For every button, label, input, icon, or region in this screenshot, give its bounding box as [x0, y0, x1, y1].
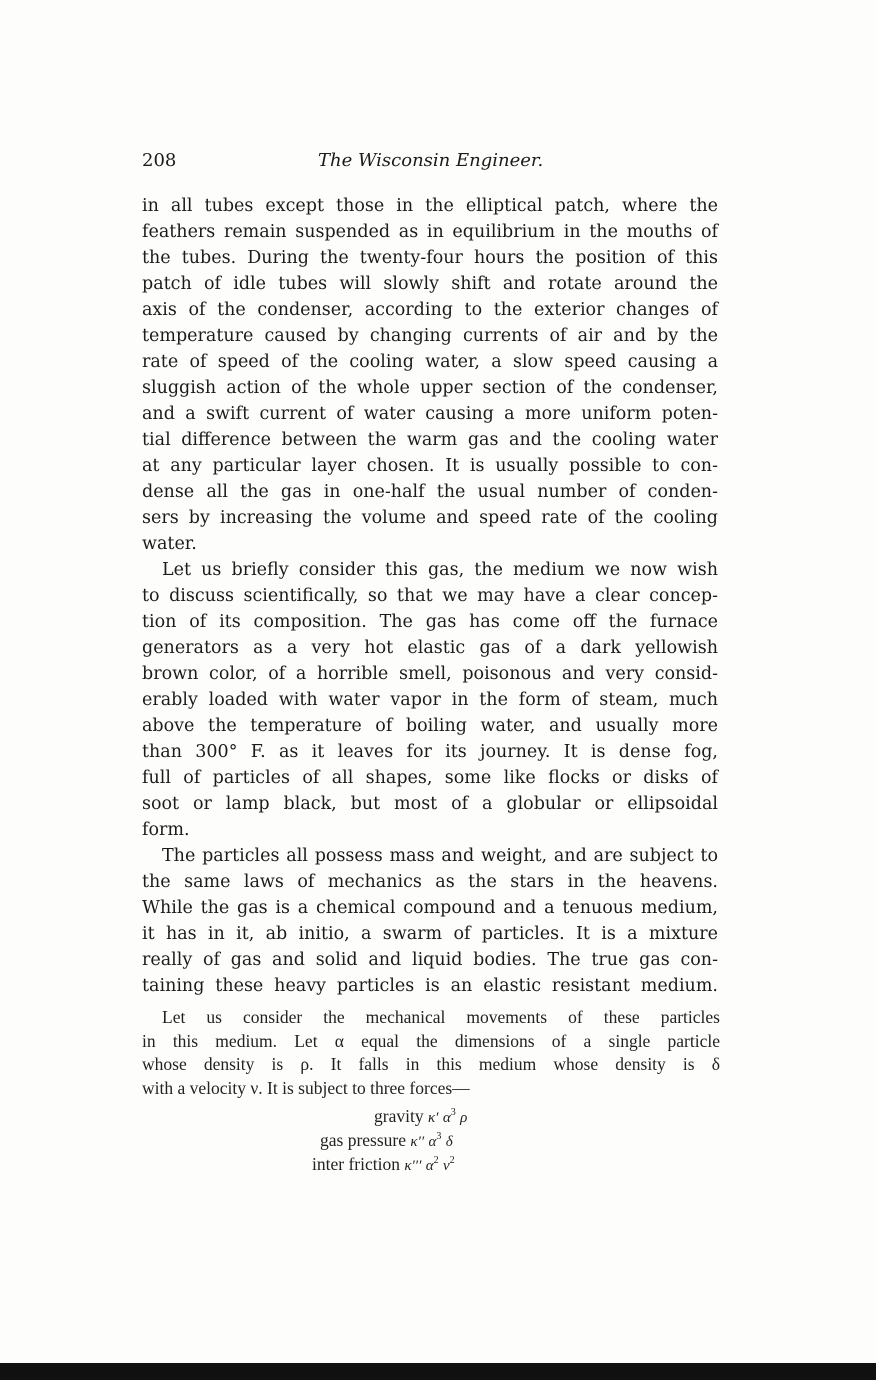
text-line: than 300° F. as it leaves for its journey. It is dense fog, — [142, 742, 718, 762]
text-line: the tubes. During the twenty-four hours the position of this — [142, 248, 718, 268]
text-line: soot or lamp black, but most of a globular or ellipsoidal — [142, 794, 718, 814]
text-line: generators as a very hot elastic gas of a dark yellowish — [142, 638, 718, 658]
text-line: above the temperature of boiling water, and usually more — [142, 716, 718, 736]
text-line: really of gas and solid and liquid bodies. The true gas con- — [142, 950, 718, 970]
text-line: temperature caused by changing currents of air and by the — [142, 326, 718, 346]
body-text — [142, 193, 718, 999]
text-line: tial difference between the warm gas and the cooling water — [142, 430, 718, 450]
text-line: and a swift current of water causing a more uniform poten- — [142, 404, 718, 424]
text-line: axis of the condenser, according to the exterior changes of — [142, 300, 718, 320]
running-title: The Wisconsin Engineer. — [318, 150, 544, 171]
text-line: erably loaded with water vapor in the form of steam, much — [142, 690, 718, 710]
coefficient: κ′ — [427, 1109, 439, 1126]
text-line: feathers remain suspended as in equilibrium in the mouths of — [142, 222, 718, 242]
dimension-symbol: α — [428, 1133, 437, 1150]
text-line: Let us consider the mechanical movements of these particles — [162, 1007, 720, 1027]
text-line: taining these heavy particles is an elastic resistant medium. — [142, 976, 718, 996]
exponent: 2 — [449, 1155, 455, 1166]
coefficient: κ′′ — [410, 1133, 425, 1150]
text-line: sers by increasing the volume and speed rate of the cooling — [142, 508, 718, 528]
coefficient: κ′′′ — [404, 1157, 422, 1174]
page-number: 208 — [142, 150, 177, 171]
text-line: with a velocity ν. It is subject to three forces— — [142, 1077, 470, 1098]
density-symbol: δ — [445, 1133, 453, 1150]
exponent: 2 — [433, 1155, 439, 1166]
text-line: whose density is ρ. It falls in this medium whose density is δ — [142, 1054, 720, 1074]
text-line: tion of its composition. The gas has come off the furnace — [142, 612, 718, 632]
scan-edge-bar — [0, 1363, 876, 1380]
text-line: The particles all possess mass and weight, and are subject to — [162, 846, 718, 866]
text-line: form. — [142, 820, 190, 840]
text-line: at any particular layer chosen. It is usually possible to con- — [142, 456, 718, 476]
density-symbol: ρ — [460, 1109, 468, 1126]
exponent: 3 — [450, 1107, 456, 1118]
velocity-symbol: v — [443, 1157, 450, 1174]
formula-label: gravity — [374, 1105, 424, 1126]
text-line: in all tubes except those in the elliptical patch, where the — [142, 196, 718, 216]
formula-label: gas pressure — [320, 1129, 407, 1150]
text-line: full of particles of all shapes, some like flocks or disks of — [142, 768, 718, 788]
mechanics-section — [142, 1006, 720, 1174]
formula-inter-friction — [312, 1149, 455, 1178]
text-line: it has in it, ab initio, a swarm of particles. It is a mixture — [142, 924, 718, 944]
text-line: rate of speed of the cooling water, a slow speed causing a — [142, 352, 718, 372]
page-header — [142, 150, 722, 176]
text-line: dense all the gas in one-half the usual number of conden- — [142, 482, 718, 502]
dimension-symbol: α — [442, 1109, 451, 1126]
text-line: water. — [142, 534, 197, 554]
text-line: Let us briefly consider this gas, the medium we now wish — [162, 560, 718, 580]
text-line: While the gas is a chemical compound and a tenuous medium, — [142, 898, 718, 918]
exponent: 3 — [436, 1131, 442, 1142]
dimension-symbol: α — [425, 1157, 434, 1174]
text-line: sluggish action of the whole upper section of the condenser, — [142, 378, 718, 398]
text-line: to discuss scientifically, so that we may have a clear concep- — [142, 586, 718, 606]
text-line: brown color, of a horrible smell, poisonous and very consid- — [142, 664, 718, 684]
text-line: the same laws of mechanics as the stars in the heavens. — [142, 872, 718, 892]
formula-label: inter friction — [312, 1153, 400, 1174]
text-line: patch of idle tubes will slowly shift and rotate around the — [142, 274, 718, 294]
text-line: in this medium. Let α equal the dimensions of a single particle — [142, 1030, 720, 1051]
